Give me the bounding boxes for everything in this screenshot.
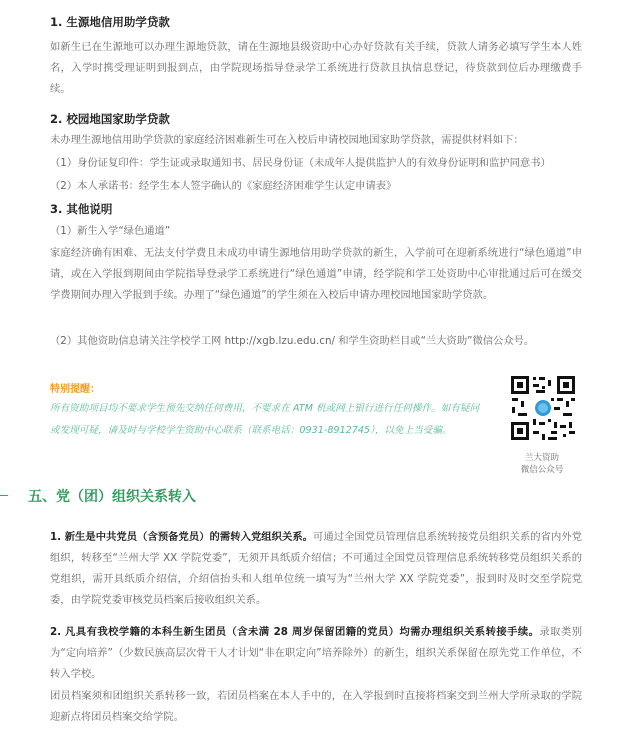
section-marker [0,495,8,496]
party-transfer-lead: 1. 新生是中共党员（含预备党员）的需转入党组织关系。 [50,531,314,543]
heading-campus-loan: 2. 校园地国家助学贷款 [50,112,170,126]
heading-credit-loan: 1. 生源地信用助学贷款 [50,15,170,29]
list-item-pledge: （2）本人承诺书：经学生本人签字确认的《家庭经济困难学生认定申请表》 [50,180,397,192]
notice-title: 特别提醒： [50,384,100,395]
league-transfer-text: 录取类别为“定向培养”（少数民族高层次骨干人才计划“非在职定向”培养除外）的新生，组织关系保留在原先党工作单位，不转入学校。 [50,626,582,680]
paragraph-credit-loan: 如新生已在生源地可以办理生源地贷款，请在生源地县级资助中心办好贷款有关手续，贷款人请务必填写学生本人姓名，入学时携受理证明到报到点，由学院现场指导登录学工系统进行贷款且执信息登记，待贷款到位后办理缴费手续。 [50,41,582,95]
qr-caption-line-2: 微信公众号 [520,465,564,475]
section-title: 五、党（团）组织关系转入 [28,489,196,505]
paragraph-party-transfer [50,527,582,611]
paragraph-league-archive: 团员档案须和团组织关系转移一致，若团员档案在本人手中的，在入学报到时直接将档案交到兰州大学所录取的学院迎新点将团员档案交给学院。 [50,690,582,723]
qr-code-icon [509,374,577,442]
heading-other-notes: 3. 其他说明 [50,202,113,216]
paragraph-campus-loan-intro: 未办理生源地信用助学贷款的家庭经济困难新生可在入校后申请校园地国家助学贷款，需提供材料如下： [50,134,524,146]
paragraph-green-channel: 家庭经济确有困难、无法支付学费且未成功申请生源地信用助学贷款的新生，入学前可在迎新系统进行“绿色通道”申请，或在入学报到期间由学院指导登录学工系统进行“绿色通道”申请，经学院和学工处资助中心审批通过后可在缓交学费期间办理入学报到手续。办理了“绿色通道”的学生须在入校后申请办理校园地国家助学贷款。 [50,247,582,301]
list-item-id-copy: （1）身份证复印件：学生证或录取通知书、居民身份证（未成年人提供监护人的有效身份证明和监护同意书） [50,157,551,169]
qr-caption [490,452,594,476]
party-transfer-text: 可通过全国党员管理信息系统转接党员组织关系的省内外党组织，转移至“兰州大学 XX 学院党委”，无须开具纸质介绍信；不可通过全国党员管理信息系统转移党员组织关系的党组织，需开具纸质介绍信，介绍信抬头和人组单位统一填写为“兰州大学 XX 学院党委”，报到时及时交至学院党委，由学院党委审核党员档案后接收组织关系。 [50,531,582,606]
list-item-green-channel: （1）新生入学“绿色通道” [50,225,171,237]
list-item-more-info: （2）其他资助信息请关注学校学工网 http://xgb.lzu.edu.cn/ 和学生资助栏目或“兰大资助”微信公众号。 [50,335,535,347]
qr-caption-line-1: 兰大资助 [524,453,559,463]
notice-text: 所有资助项目均不要求学生预先交纳任何费用，不要求在 ATM 机或网上银行进行任何操作。如有疑问或发现可疑，请及时与学校学生资助中心联系（联系电话：0931-8912745），以免上当受骗。 [50,403,480,436]
paragraph-league-transfer [50,622,582,685]
league-transfer-lead: 2. 凡具有我校学籍的本科生新生团员（含未满 28 周岁保留团籍的党员）均需办理组织关系转接手续。 [50,626,540,638]
